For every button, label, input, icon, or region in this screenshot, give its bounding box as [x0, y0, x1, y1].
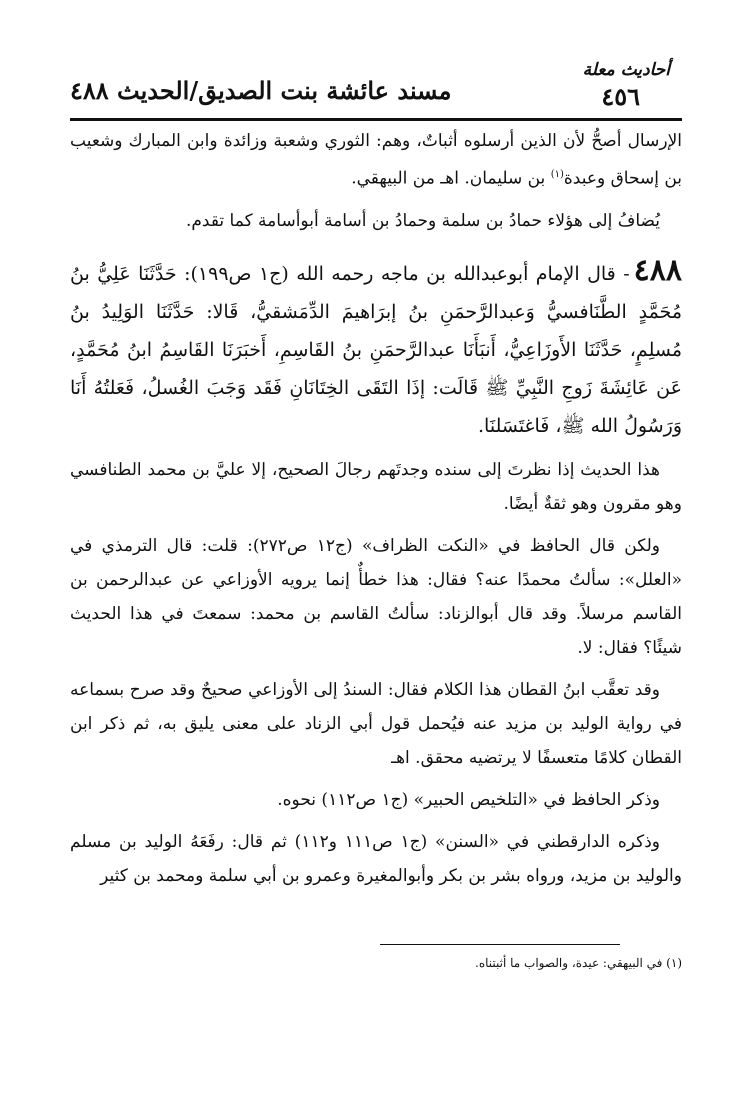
paragraph-1	[70, 124, 682, 196]
footnote-rule	[380, 944, 620, 945]
hadith-paragraph	[70, 252, 682, 445]
paragraph-6: وذكر الحافظ في «التلخيص الحبير» (ج١ ص١١٢) نحوه.	[277, 789, 660, 810]
paragraph-1-end: بن سليمان. اهـ من البيهقي.	[351, 168, 551, 189]
footnote-marker[interactable]: (١)	[550, 169, 564, 180]
paragraph-7: وذكره الدارقطني في «السنن» (ج١ ص١١١ و١١٢) ثم قال: رفَعَهُ الوليد بن مسلم والوليد بن مزيد، ورواه بشر بن بكر وأبوالمغيرة وعمرو بن أبي سلمة ومحمد بن كثير	[70, 831, 682, 886]
page-number: ٤٥٦	[601, 82, 640, 111]
hadith-number: ٤٨٨	[633, 252, 682, 288]
page-body	[70, 124, 682, 901]
hadith-text: - قال الإمام أبوعبدالله بن ماجه رحمه الله (ج١ ص١٩٩): حَدَّثَنَا عَلِيُّ بنُ مُحَمَّدٍ الطَّنَافسيُّ وَعبدالرَّحمَنِ بنُ إبرَاهيمَ الدِّمَشقيُّ، قَالا: حَدَّثَنَا الوَلِيدُ بنُ مُسلِمٍ، حَدَّثَنَا الأَوزَاعِيُّ، أَنبَأَنَا عبدالرَّحمَنِ بنُ القَاسِمِ، أَخبَرَنَا القَاسِمُ ابنُ مُحَمَّدٍ، عَن عَائِشَةَ زَوجِ النَّبِيِّ ﷺ قَالَت: إذَا التَقَى الخِتَانَانِ فَقَد وَجَبَ الغُسلُ، فَعَلتُهُ أَنَا وَرَسُولُ الله ﷺ، فَاغتَسَلنَا.	[70, 262, 682, 437]
paragraph-2: يُضافُ إلى هؤلاء حمادُ بن سلمة وحمادُ بن أسامة أبوأسامة كما تقدم.	[185, 210, 660, 231]
header-title: مسند عائشة بنت الصديق/الحديث ٤٨٨	[70, 76, 452, 105]
footnote: (١) في البيهقي: عيدة، والصواب ما أثبتناه.	[475, 956, 682, 970]
paragraph-3: هذا الحديث إذا نظرتَ إلى سنده وجدتَهم رجالَ الصحيح، إلا عليَّ بن محمد الطنافسي وهو مقرون وهو ثقةٌ أيضًا.	[70, 459, 682, 514]
paragraph-4: ولكن قال الحافظ في «النكت الظراف» (ج١٢ ص٢٧٢): قلت: قال الترمذي في «العلل»: سألتُ محمدًا عنه؟ فقال: هذا خطأٌ إنما يرويه الأوزاعي عن عبدالرحمن بن القاسم مرسلاً. وقد قال أبوالزناد: سألتُ القاسم بن محمد: سمعتَ في هذا الحديث شيئًا؟ فقال: لا.	[70, 535, 682, 658]
paragraph-5: وقد تعقَّب ابنُ القطان هذا الكلام فقال: السندُ إلى الأوزاعي صحيحٌ وقد صرح بسماعه في رواية الوليد بن مزيد عنه فيُحمل قول أبي الزناد على معنى يليق به، ثم ذكر ابن القطان كلامًا متعسفًا لا يرتضيه محقق. اهـ	[70, 679, 682, 768]
header-book-label: أحاديث معلة	[582, 60, 670, 80]
header-rule	[70, 118, 682, 121]
paragraph-1-text: الإرسال أصحُّ لأن الذين أرسلوه أثباتٌ، وهم: الثوري وشعبة وزائدة وابن المبارك وشعيب بن إسحاق وعبدة	[70, 131, 682, 189]
page-header	[70, 60, 680, 116]
